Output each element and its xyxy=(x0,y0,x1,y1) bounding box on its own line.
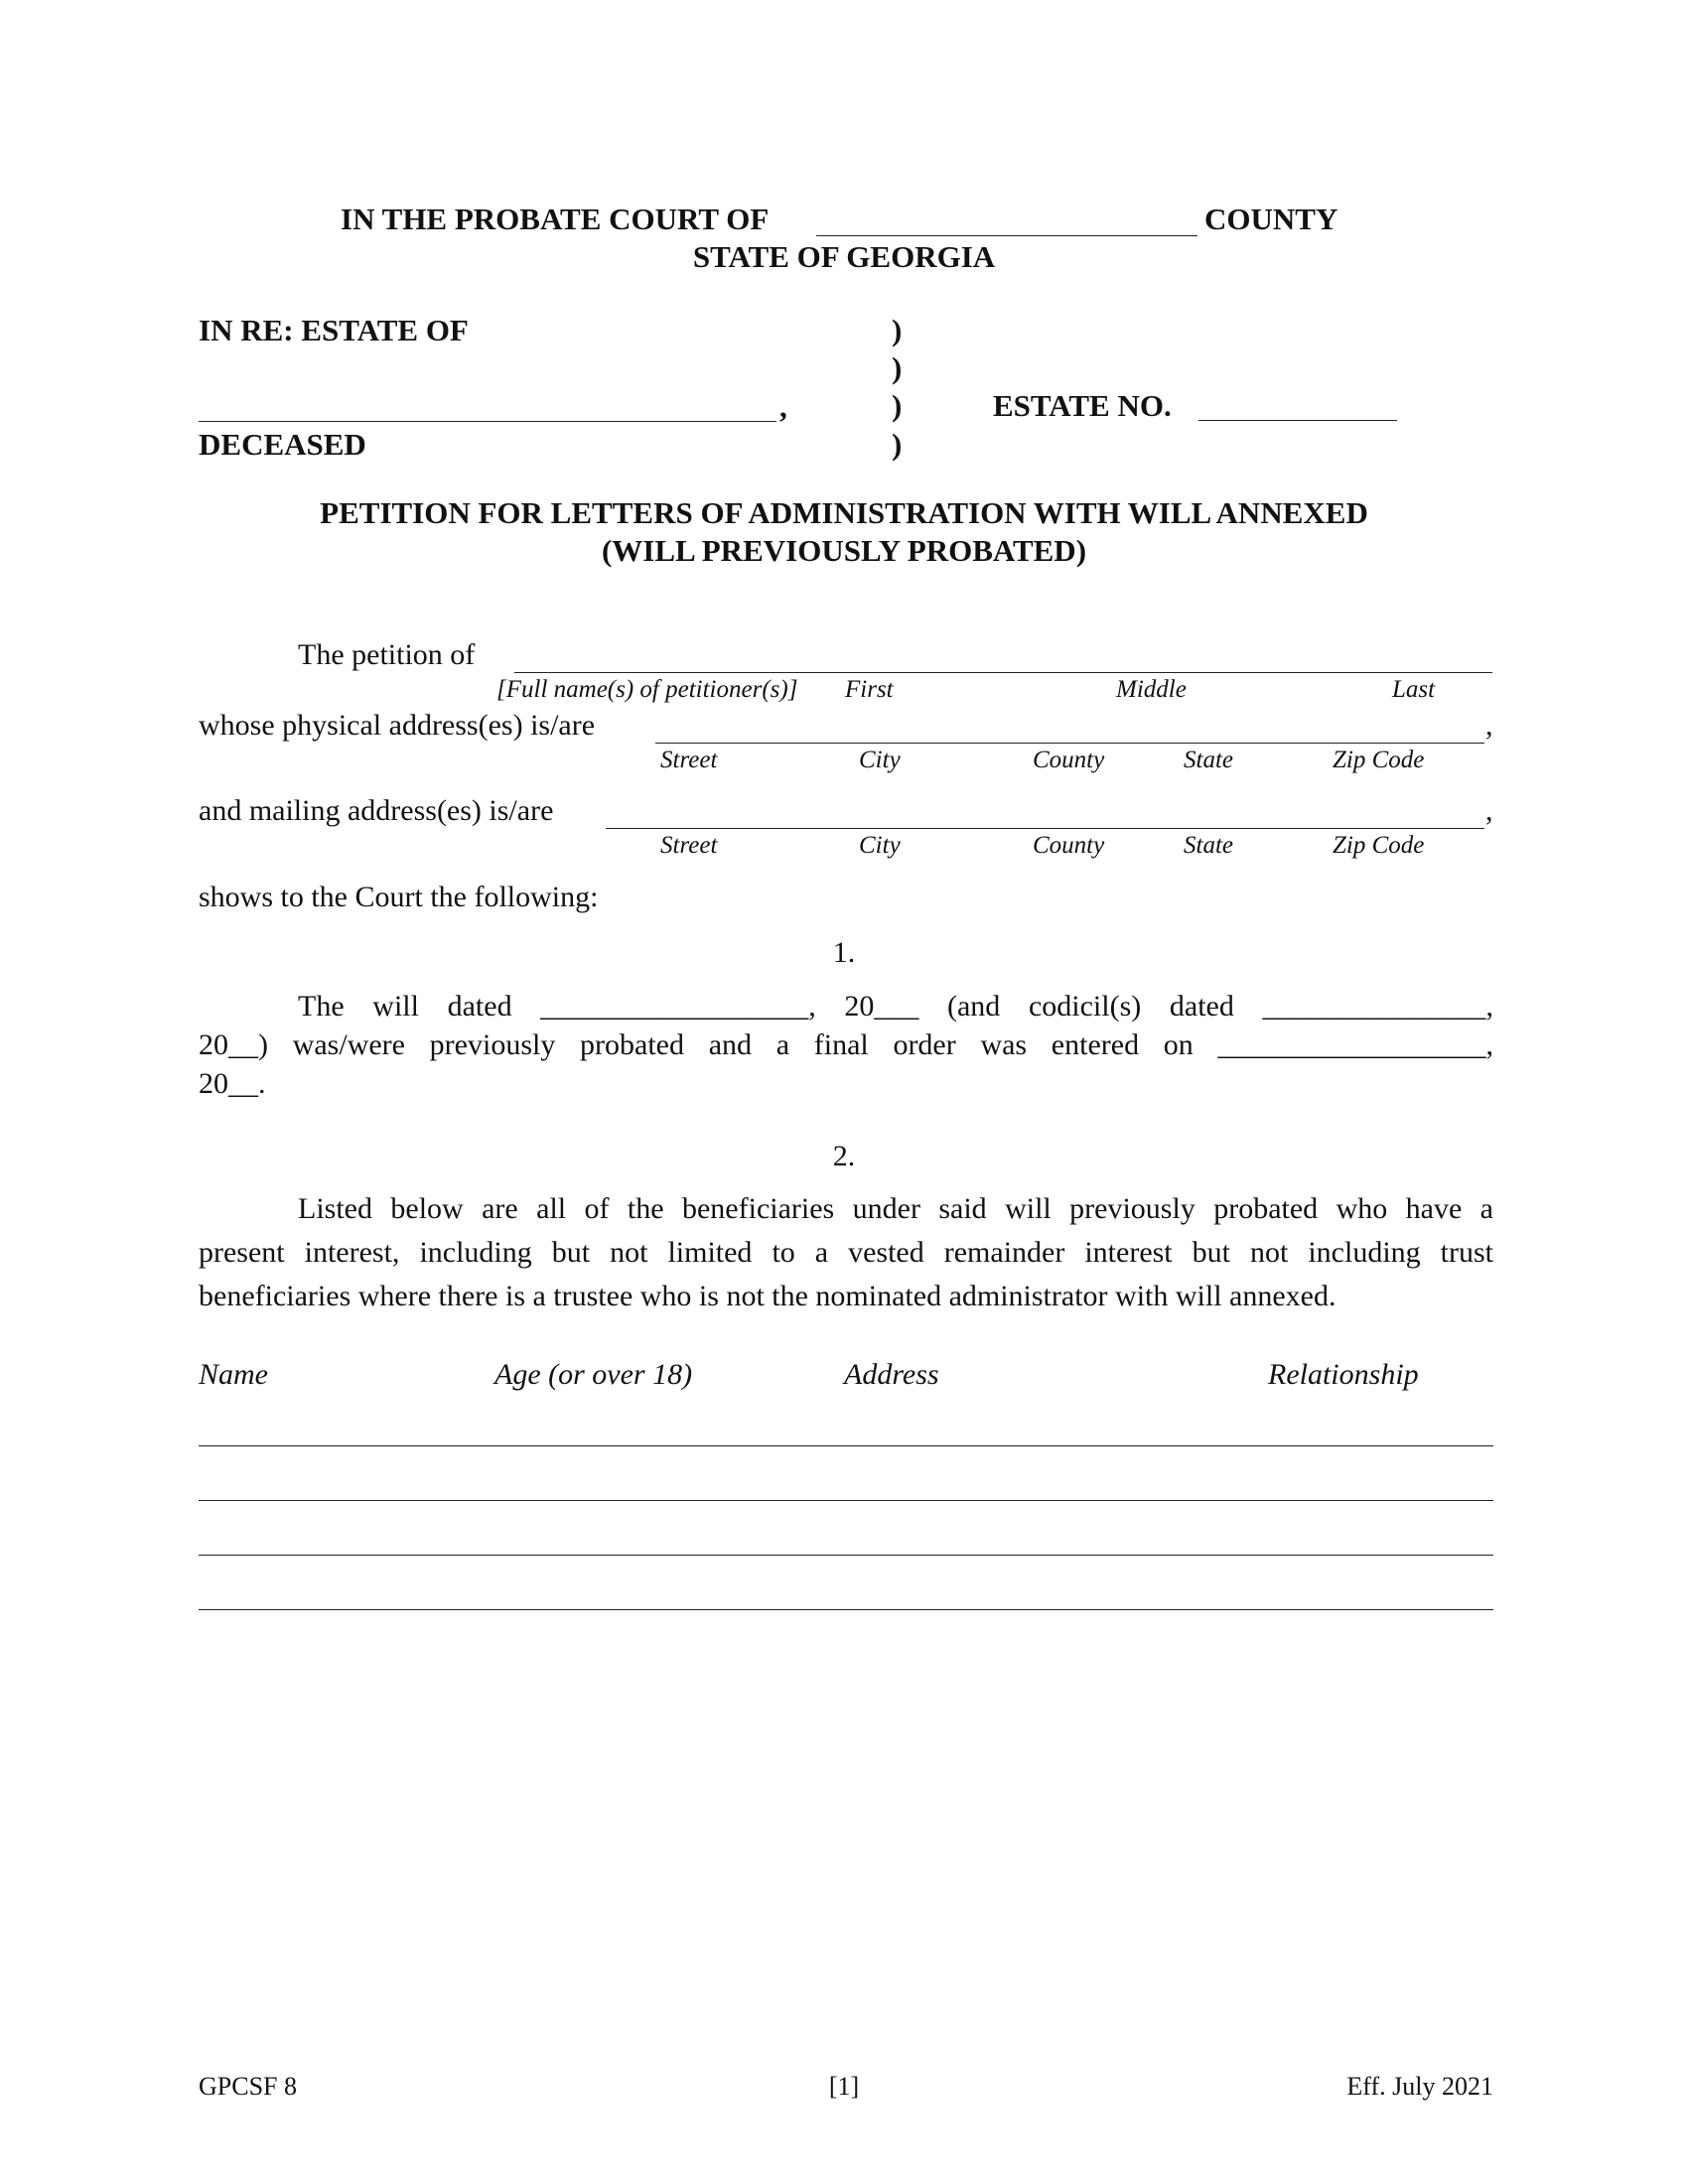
petition-title-line2: (WILL PREVIOUSLY PROBATED) xyxy=(601,533,1087,568)
section-1-line1: The will dated __________________, 20___ (and codicil(s) dated _______________, xyxy=(298,990,1493,1023)
section-1-line2: 20__) was/were previously probated and a final order was entered on __________________, xyxy=(199,1028,1493,1061)
mailing-address-label: and mailing address(es) is/are xyxy=(199,794,554,827)
beneficiary-row-line[interactable] xyxy=(199,1555,1493,1556)
caption-paren-2: ) xyxy=(892,350,903,385)
petitioner-name-field[interactable] xyxy=(514,672,1492,673)
name-hint: [Full name(s) of petitioner(s)] xyxy=(496,676,798,703)
col-relationship-header: Relationship xyxy=(1268,1358,1419,1391)
estate-no-field[interactable] xyxy=(1198,420,1397,421)
court-suffix: COUNTY xyxy=(1204,202,1338,236)
deceased-label: DECEASED xyxy=(199,427,366,462)
mailing-zip-caption: Zip Code xyxy=(1333,832,1425,859)
court-prefix: IN THE PROBATE COURT OF xyxy=(341,202,770,236)
effective-date: Eff. July 2021 xyxy=(1346,2072,1493,2101)
name-middle-caption: Middle xyxy=(1116,676,1187,703)
estate-no-label: ESTATE NO. xyxy=(993,388,1172,423)
petition-title-line1: PETITION FOR LETTERS OF ADMINISTRATION WITH WILL ANNEXED xyxy=(320,495,1368,530)
physical-street-caption: Street xyxy=(660,747,718,773)
mailing-street-caption: Street xyxy=(660,832,718,859)
physical-zip-caption: Zip Code xyxy=(1333,747,1425,773)
name-first-caption: First xyxy=(845,676,894,703)
state-heading: STATE OF GEORGIA xyxy=(692,239,996,274)
shows-to-court: shows to the Court the following: xyxy=(199,881,599,913)
col-address-header: Address xyxy=(844,1358,939,1391)
caption-paren-4: ) xyxy=(892,427,903,462)
physical-state-caption: State xyxy=(1184,747,1233,773)
section-2-line3: beneficiaries where there is a trustee who is not the nominated administrator with will annexed. xyxy=(199,1280,1336,1312)
county-name-field[interactable] xyxy=(816,235,1197,236)
section-1-number: 1. xyxy=(832,936,856,969)
decedent-comma: , xyxy=(779,389,787,424)
mailing-state-caption: State xyxy=(1184,832,1233,859)
mailing-address-comma: , xyxy=(1485,794,1493,827)
section-2-number: 2. xyxy=(832,1140,856,1172)
beneficiary-row-line[interactable] xyxy=(199,1445,1493,1446)
petition-intro: The petition of xyxy=(298,638,476,671)
caption-paren-3: ) xyxy=(892,388,903,423)
mailing-city-caption: City xyxy=(859,832,901,859)
form-id: GPCSF 8 xyxy=(199,2072,297,2101)
col-age-header: Age (or over 18) xyxy=(494,1358,693,1391)
col-name-header: Name xyxy=(199,1358,268,1391)
physical-address-comma: , xyxy=(1485,709,1493,742)
name-last-caption: Last xyxy=(1392,676,1436,703)
section-1-line3: 20__. xyxy=(199,1067,266,1100)
in-re-label: IN RE: ESTATE OF xyxy=(199,313,469,347)
physical-county-caption: County xyxy=(1033,747,1105,773)
physical-city-caption: City xyxy=(859,747,901,773)
section-2-line1: Listed below are all of the beneficiaries under said will previously probated who have a xyxy=(298,1192,1493,1225)
caption-paren-1: ) xyxy=(892,313,903,347)
section-2-line2: present interest, including but not limited to a vested remainder interest but not including trust xyxy=(199,1236,1493,1269)
physical-address-field[interactable] xyxy=(655,743,1484,744)
beneficiary-row-line[interactable] xyxy=(199,1609,1493,1610)
decedent-name-field[interactable] xyxy=(199,421,776,422)
beneficiary-row-line[interactable] xyxy=(199,1500,1493,1501)
page-number: [1] xyxy=(828,2072,860,2101)
mailing-county-caption: County xyxy=(1033,832,1105,859)
physical-address-label: whose physical address(es) is/are xyxy=(199,709,596,742)
mailing-address-field[interactable] xyxy=(606,828,1484,829)
